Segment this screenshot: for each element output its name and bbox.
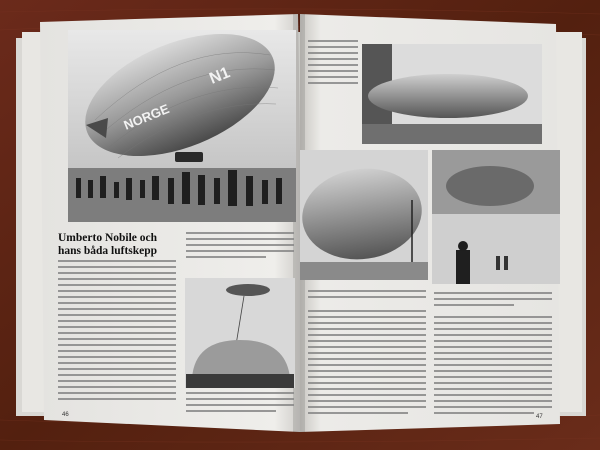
photo-hangar	[362, 44, 542, 144]
airship-small-sky	[226, 284, 270, 296]
photo-crew	[432, 150, 560, 284]
photo-italia-moored	[296, 150, 428, 280]
right-page-number: 47	[536, 414, 543, 420]
ship-lettering-norge: NORGE	[121, 101, 172, 133]
airship-hangar	[368, 74, 528, 118]
person-standing	[456, 250, 470, 284]
left-page-number: 46	[62, 412, 69, 418]
ship-lettering-n1: N1	[207, 64, 233, 88]
photo-norge-landing	[68, 9, 296, 222]
left-page-heading: Umberto Nobile och hans båda luftskepp	[58, 232, 158, 257]
photo-nobile-ceremony	[185, 278, 295, 388]
